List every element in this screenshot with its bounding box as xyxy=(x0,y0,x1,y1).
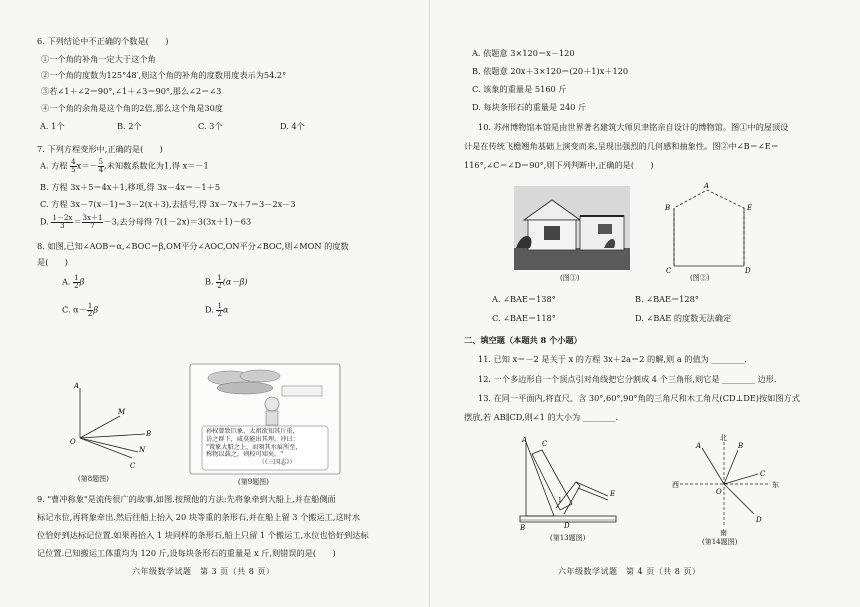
q8-option-b: B. $\frac{1}{2}$ (α－β) xyxy=(205,274,248,290)
fig13-label-a: A xyxy=(522,436,528,444)
figure-13-ruler-diagram xyxy=(516,436,636,530)
fraction: $\frac{3x+1}{7}$ xyxy=(82,214,103,230)
q6-item-2: ②一个角的度数为125°48′,则这个角的补角的度数用度表示为54.2° xyxy=(41,70,287,80)
q8-stem-cont: 是( ) xyxy=(37,257,68,267)
q7-option-b: B. 方程 3x＋5＝4x＋1,移项,得 3x－4x＝－1＋5 xyxy=(40,182,221,192)
figure-10-building-photo xyxy=(514,186,630,270)
q8-option-a: A. $\frac{1}{2}$ β xyxy=(62,274,85,290)
q6-option-d: D. 4个 xyxy=(280,121,305,131)
page-divider xyxy=(429,0,430,607)
fig13-label-b: B xyxy=(520,524,526,532)
q9-option-c: C. 该象的重量是 5160 斤 xyxy=(472,84,567,94)
fig14-label-a: A xyxy=(696,442,702,450)
q10-option-b: B. ∠BAE＝128° xyxy=(635,294,699,304)
fig14-label-west: 西 xyxy=(672,481,679,489)
fig13-label-c: C xyxy=(542,440,548,448)
q8-option-c: C. α－ $\frac{1}{2}$ β xyxy=(62,302,99,318)
q6-option-a: A. 1个 xyxy=(40,121,65,131)
q12-text: 12. 一个多边形自一个顶点引对角线把它分割成 4 个三角形,则它是 ________ 边形. xyxy=(478,374,777,384)
fig14-label-o: O xyxy=(716,488,722,496)
q6-item-3: ③若∠1＋∠2＝90°,∠1＋∠3＝90°,那么∠2＝∠3 xyxy=(41,86,222,96)
q7-option-a: A. 方程 $\frac{4}{5}$ x＝－ $\frac{5}{4}$ ,未知数系数化为1,得 x＝－1 xyxy=(40,158,209,174)
q10-line-2: 计是在传统飞檐翘角基础上演变而来,呈现出强烈的几何感和抽象性。图②中∠B＝∠E＝ xyxy=(464,141,779,151)
q9-option-b: B. 依题意 20x＋3×120＝(20＋1)x＋120 xyxy=(472,66,629,76)
q10-option-d: D. ∠BAE 的度数无法确定 xyxy=(635,313,732,323)
figure-8-angle-diagram xyxy=(60,378,170,470)
fig8-label-c: C xyxy=(130,462,136,470)
figure-13-caption: (第13题图) xyxy=(550,534,586,542)
q9-line-2: 标记水位,再将象牵出.然后往船上抬入 20 块等重的条形石,并在船上留 3 个搬运工,这时水 xyxy=(37,512,361,522)
fig10-label-b: B xyxy=(665,204,671,212)
fig10-label-c: C xyxy=(666,267,672,275)
q9-option-a: A. 依题意 3×120＝x－120 xyxy=(472,48,575,58)
fig10-label-d: D xyxy=(745,267,751,275)
fig14-label-c: C xyxy=(760,470,766,478)
fig8-label-n: N xyxy=(139,446,146,454)
fig8-label-b: B xyxy=(146,430,152,438)
q9-line-3: 位恰好到达标记位置.如果再抬入 1 块同样的条形石,船上只留 1 个搬运工,水位也恰好到达标 xyxy=(37,530,369,540)
figure-8-caption: (第8题图) xyxy=(78,475,109,483)
fig8-label-a: A xyxy=(74,382,80,390)
fig10-label-a: A xyxy=(704,182,710,190)
fraction: $\frac{4}{5}$ xyxy=(71,158,76,174)
fig8-label-o: O xyxy=(70,438,76,446)
fig8-label-m: M xyxy=(118,408,126,416)
figure-14-compass-diagram xyxy=(672,434,782,536)
q6-item-4: ④一个角的余角是这个角的2倍,那么这个角是30度 xyxy=(41,103,223,113)
fraction: $\frac{5}{4}$ xyxy=(98,158,104,174)
page-4 xyxy=(430,0,860,607)
figure-10-2-caption: (图②) xyxy=(690,274,710,282)
figure-9-caption: (第9题图) xyxy=(238,478,269,486)
figure-10-pentagon-diagram xyxy=(652,182,762,274)
page-3-footer: 六年级数学试题 第 3 页（共 8 页） xyxy=(132,566,275,576)
q8-stem: 8. 如图,已知∠AOB＝α,∠BOC＝β,OM平分∠AOC,ON平分∠BOC,则∠MON 的度数 xyxy=(37,241,349,251)
q8-option-d: D. $\frac{1}{2}$ α xyxy=(205,302,229,318)
fig14-label-d: D xyxy=(756,516,762,524)
q11-text: 11. 已知 x＝－2 是关于 x 的方程 3x＋2a＝2 的解,则 a 的值为 ________. xyxy=(478,354,747,364)
q7-option-d: D. $\frac{1-2x}{3}$ ＝ $\frac{3x+1}{7}$ －3,去分母得 7(1－2x)＝3(3x＋1)－63 xyxy=(40,214,252,230)
fig14-label-b: B xyxy=(738,442,744,450)
q9-line-1: 9. "曹冲称象"是流传很广的故事,如图.按照他的方法:先将象牵到大船上,并在船侧面 xyxy=(37,494,336,504)
q10-option-a: A. ∠BAE＝138° xyxy=(492,294,556,304)
q10-line-3: 116°,∠C＝∠D＝90°,则下列判断中,正确的是( ) xyxy=(464,160,654,170)
q13-line-1: 13. 在同一平面内,将直尺、含 30°,60°,90°角的三角尺和木工角尺(CD⊥DE)按如图方式 xyxy=(478,393,800,403)
q6-item-1: ①一个角的补角一定大于这个角 xyxy=(41,54,156,64)
fig14-label-north: 北 xyxy=(720,434,727,442)
q9-option-d: D. 每块条形石的重量是 240 斤 xyxy=(472,102,587,112)
q6-option-c: C. 3个 xyxy=(198,121,223,131)
fraction: $\frac{1-2x}{3}$ xyxy=(52,214,73,230)
q6-stem: 6. 下列结论中不正确的个数是( ) xyxy=(37,36,169,46)
figure-14-caption: (第14题图) xyxy=(702,538,738,546)
fig14-label-south: 南 xyxy=(720,529,727,537)
q9-line-4: 记位置.已知搬运工体重均为 120 斤,设每块条形石的重量是 x 斤,则错误的是( ) xyxy=(37,548,336,558)
section-2-heading: 二、填空题（本题共 8 个小题） xyxy=(464,335,582,345)
q7-option-c: C. 方程 3x－7(x－1)＝3－2(x＋3),去括号,得 3x－7x＋7＝3－2x－3 xyxy=(40,199,296,209)
fig13-label-e: E xyxy=(610,490,616,498)
fig10-label-e: E xyxy=(747,204,753,212)
q6-option-b: B. 2个 xyxy=(117,121,142,131)
figure-9-quote: 孙权曾致巨象，太祖欲知其斤重， 访之群下，咸莫能出其理。冲曰： "置象大船之上，而刻其水痕所至， 称物以载之，则校可知矣。" （《三国志》） xyxy=(206,428,302,466)
q7-stem: 7. 下列方程变形中,正确的是( ) xyxy=(37,144,163,154)
fig13-label-d: D xyxy=(564,522,570,530)
figure-10-1-caption: (图①) xyxy=(560,274,580,282)
q10-option-c: C. ∠BAE＝118° xyxy=(492,313,556,323)
page-4-footer: 六年级数学试题 第 4 页（共 8 页） xyxy=(558,566,701,576)
q13-line-2: 摆放,若 AB∥CD,则∠1 的大小为 ________. xyxy=(464,412,619,422)
fig13-label-1: 1 xyxy=(558,497,562,504)
q10-line-1: 10. 苏州博物馆本馆是由世界著名建筑大师贝聿铭亲自设计的博物馆。图①中的屋顶设 xyxy=(478,122,789,132)
fig14-label-east: 东 xyxy=(772,481,779,489)
